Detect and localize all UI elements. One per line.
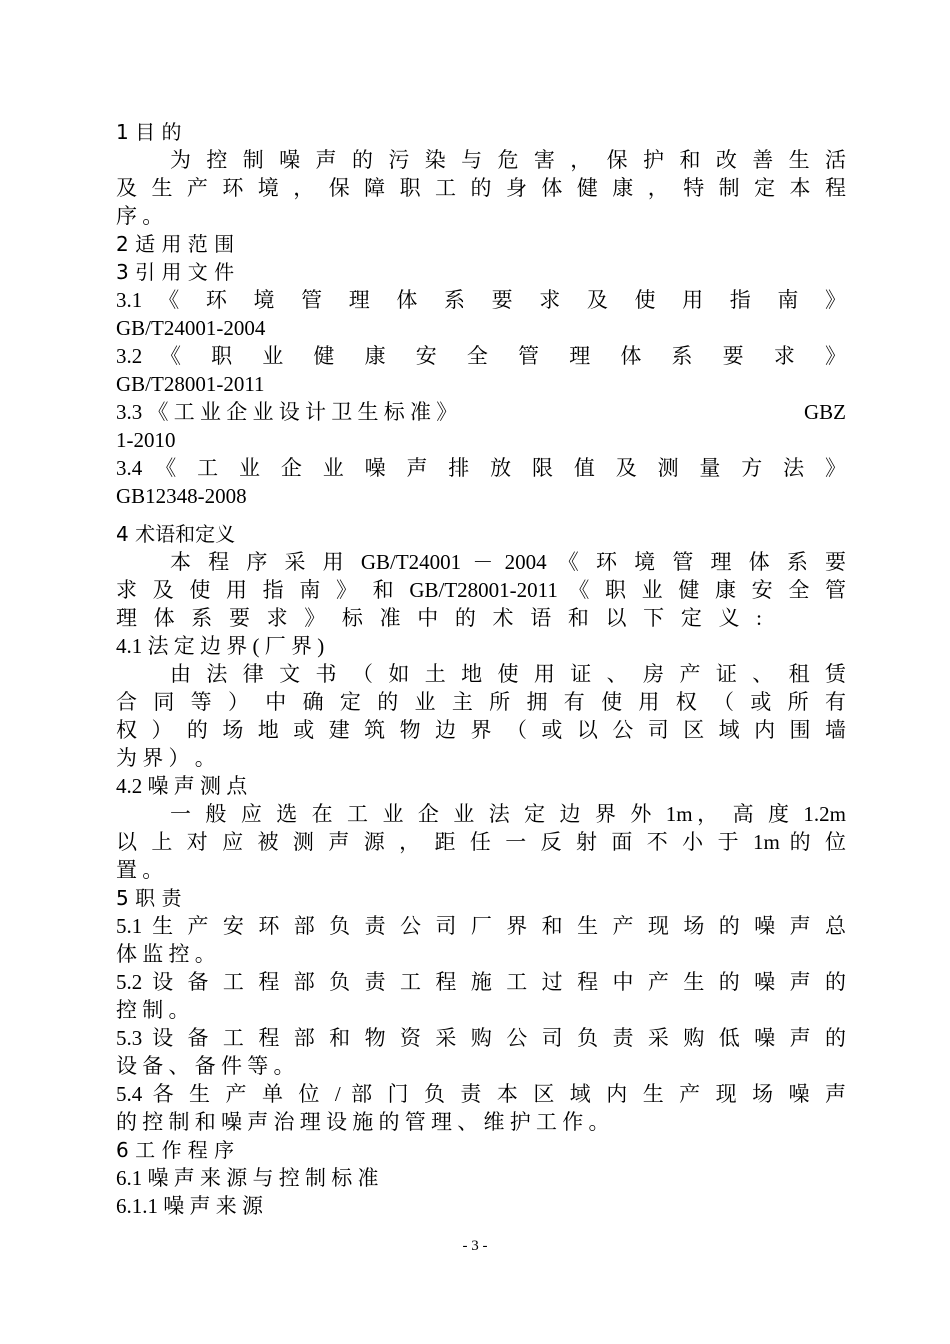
- paragraph-line: 置 。: [116, 858, 164, 882]
- paragraph-line: 本 程 序 采 用 GB/T24001 － 2004 《 环 境 管 理 体 系 要: [170, 550, 846, 574]
- paragraph-line: 权 ） 的 场 地 或 建 筑 物 边 界 （ 或 以 公 司 区 域 内 围 墙: [116, 718, 846, 742]
- responsibility-line: 体 监 控 。: [116, 942, 216, 966]
- reference-code: 1-2010: [116, 428, 176, 452]
- subsection-heading-legal-boundary: 4.1 法 定 边 界 ( 厂 界 ): [116, 634, 325, 658]
- reference-code: GB12348-2008: [116, 484, 247, 508]
- section-heading-references: 3 引 用 文 件: [116, 260, 235, 284]
- paragraph-line: 一 般 应 选 在 工 业 企 业 法 定 边 界 外 1m， 高 度 1.2m: [170, 802, 846, 826]
- subsection-heading-noise-source-standard: 6.1 噪 声 来 源 与 控 制 标 准: [116, 1166, 379, 1190]
- responsibility-line: 控 制 。: [116, 998, 190, 1022]
- paragraph-line: 及 生 产 环 境 ， 保 障 职 工 的 身 体 健 康 ， 特 制 定 本 程: [116, 176, 846, 200]
- responsibility-line: 5.4 各 生 产 单 位 / 部 门 负 责 本 区 域 内 生 产 现 场 噪 声: [116, 1082, 846, 1106]
- reference-line: 3.2 《 职 业 健 康 安 全 管 理 体 系 要 求 》: [116, 344, 846, 368]
- paragraph-line: 以 上 对 应 被 测 声 源 ， 距 任 一 反 射 面 不 小 于 1m 的 位: [116, 830, 846, 854]
- paragraph-line: 理 体 系 要 求 》 标 准 中 的 术 语 和 以 下 定 义 :: [116, 606, 762, 630]
- responsibility-line: 5.1 生 产 安 环 部 负 责 公 司 厂 界 和 生 产 现 场 的 噪 声 总: [116, 914, 846, 938]
- paragraph-line: 序 。: [116, 204, 164, 228]
- paragraph-line: 为 界 ） 。: [116, 746, 216, 770]
- reference-code: GB/T28001-2011: [116, 372, 265, 396]
- responsibility-line: 的 控 制 和 噪 声 治 理 设 施 的 管 理 、 维 护 工 作 。: [116, 1110, 610, 1134]
- section-heading-procedure: 6 工 作 程 序: [116, 1138, 235, 1162]
- reference-title: 3.3 《 工 业 企 业 设 计 卫 生 标 准 》: [116, 400, 458, 424]
- paragraph-line: 求 及 使 用 指 南 》 和 GB/T28001-2011 《 职 业 健 康 安 全 管: [116, 578, 846, 602]
- section-heading-terms: 4 术语和定义: [116, 522, 236, 546]
- reference-line: 3.4 《 工 业 企 业 噪 声 排 放 限 值 及 测 量 方 法 》: [116, 456, 846, 480]
- responsibility-line: 设 备 、 备 件 等 。: [116, 1054, 295, 1078]
- reference-line: 3.1 《 环 境 管 理 体 系 要 求 及 使 用 指 南 》: [116, 288, 846, 312]
- blank-gap: [116, 510, 846, 520]
- section-heading-responsibilities: 5 职 责: [116, 886, 182, 910]
- section-heading-scope: 2 适 用 范 围: [116, 232, 235, 256]
- subsection-heading-noise-source: 6.1.1 噪 声 来 源: [116, 1194, 263, 1218]
- paragraph-line: 合 同 等 ） 中 确 定 的 业 主 所 拥 有 使 用 权 （ 或 所 有: [116, 690, 846, 714]
- page-number: - 3 -: [462, 1238, 488, 1254]
- responsibility-line: 5.2 设 备 工 程 部 负 责 工 程 施 工 过 程 中 产 生 的 噪 声 的: [116, 970, 846, 994]
- reference-code: GB/T24001-2004: [116, 316, 266, 340]
- reference-code-part: GBZ: [804, 400, 846, 424]
- paragraph-line: 由 法 律 文 书 （ 如 土 地 使 用 证 、 房 产 证 、 租 赁: [170, 662, 846, 686]
- reference-line: [116, 398, 846, 426]
- document-body: [116, 118, 846, 1220]
- responsibility-line: 5.3 设 备 工 程 部 和 物 资 采 购 公 司 负 责 采 购 低 噪 声 的: [116, 1026, 846, 1050]
- subsection-heading-measure-point: 4.2 噪 声 测 点: [116, 774, 248, 798]
- paragraph-line: 为 控 制 噪 声 的 污 染 与 危 害 ， 保 护 和 改 善 生 活: [170, 148, 846, 172]
- section-heading-purpose: 1 目 的: [116, 120, 182, 144]
